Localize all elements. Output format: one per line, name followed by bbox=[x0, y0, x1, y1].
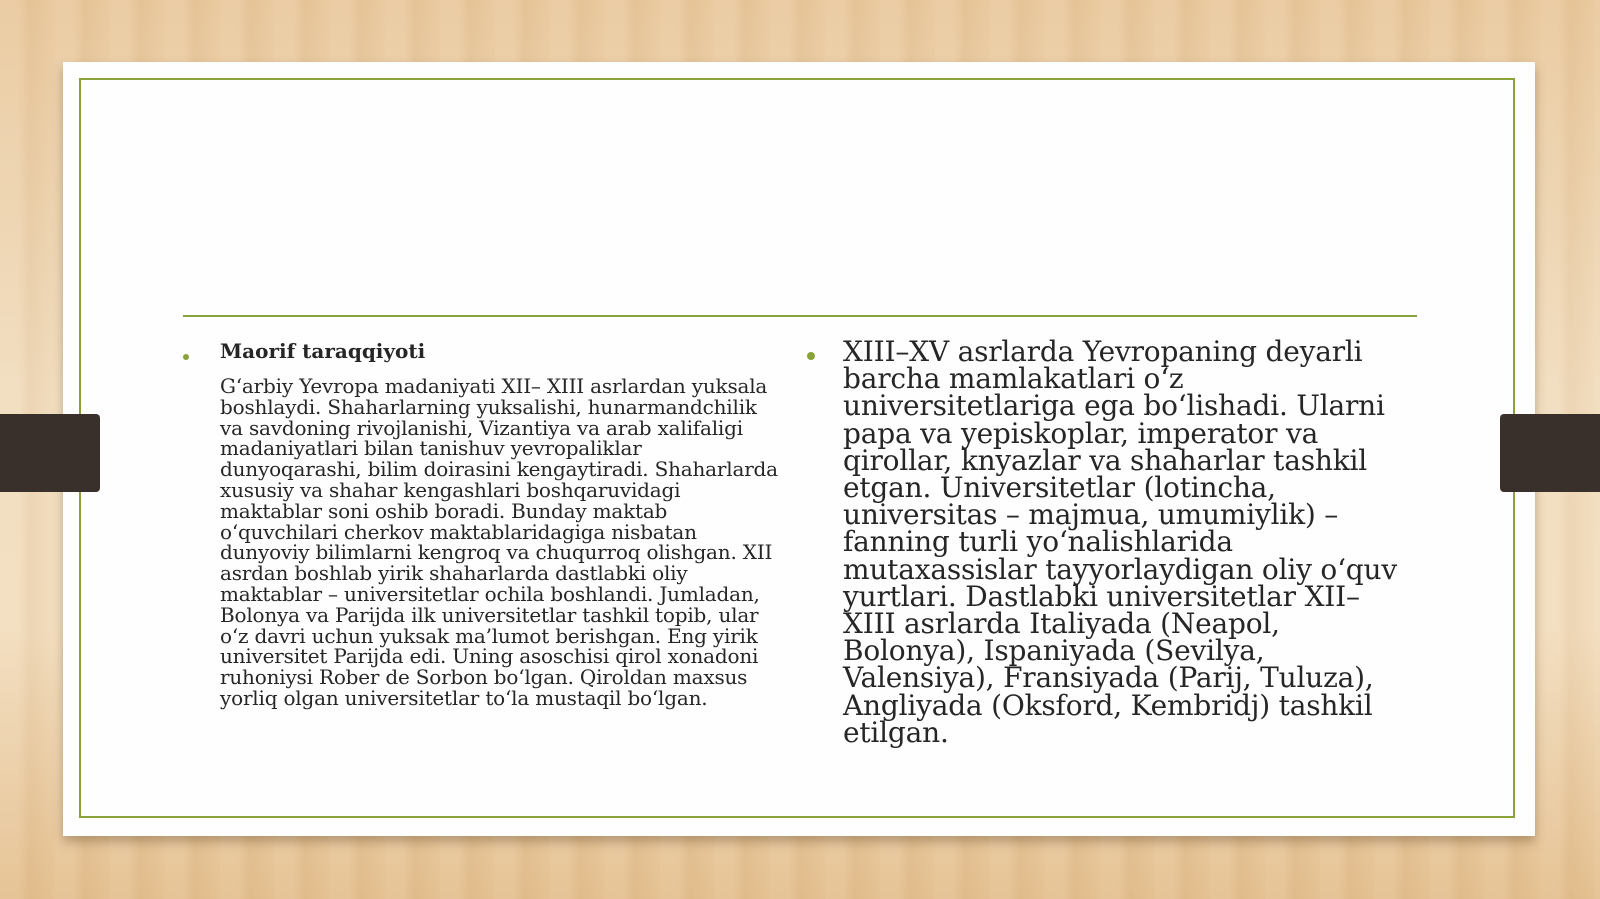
right-paragraph: XIII–XV asrlarda Yevropaning deyarli barcha mamlakatlari o‘z universitetlariga ega bo‘lishadi. Ularni papa va yepiskoplar, imperator va qirollar, knyazlar va shaharlar tashkil etgan. Universitetlar (lotincha, universitas – majmua, umumiylik) – fanning turli yo‘nalishlarida mutaxassislar tayyorlaydigan oliy o‘quv yurtlari. Dastlabki universitetlar XII–XIII asrlarda Italiyada (Neapol, Bolonya), Ispaniyada (Sevilya, Valensiya), Fransiyada (Parij, Tuluza), Angliyada (Oksford, Kembridj) tashkil etilgan. bbox=[843, 335, 1397, 749]
left-content-column bbox=[183, 338, 783, 709]
title-divider bbox=[183, 315, 1417, 317]
left-paragraph: G‘arbiy Yevropa madaniyati XII– XIII asrlardan yuksala boshlaydi. Shaharlarning yuksalishi, hunarmandchilik va savdoning rivojlanishi, Vizantiya va arab xalifaligi madaniyatlari bilan tanishuv yevropaliklar dunyoqarashi, bilim doirasini kengaytiradi. Shaharlarda xususiy va shahar kengashlari boshqaruvidagi maktablar soni oshib boradi. Bunday maktab o‘quvchilari cherkov maktablaridagiga nisbatan dunyoviy bilimlarni kengroq va chuqurroq olishgan. XII asrdan boshlab yirik shaharlarda dastlabki oliy maktablar – universitetlar ochila boshlandi. Jumladan, Bolonya va Parijda ilk universitetlar tashkil topib, ular o‘z davri uchun yuksak ma’lumot berishgan. Eng yirik universitet Parijda edi. Uning asoschisi qirol xonadoni ruhoniysi Rober de Sorbon bo‘lgan. Qiroldan maxsus yorliq olgan universitetlar to‘la mustaqil bo‘lgan. bbox=[220, 374, 778, 710]
slide bbox=[63, 62, 1535, 836]
bullet-dot-icon bbox=[183, 354, 189, 360]
section-heading: Maorif taraqqiyoti bbox=[220, 339, 426, 363]
right-content-column bbox=[803, 335, 1403, 774]
left-tab-decoration bbox=[0, 414, 100, 492]
bullet-dot-icon bbox=[807, 352, 815, 360]
right-tab-decoration bbox=[1500, 414, 1600, 492]
